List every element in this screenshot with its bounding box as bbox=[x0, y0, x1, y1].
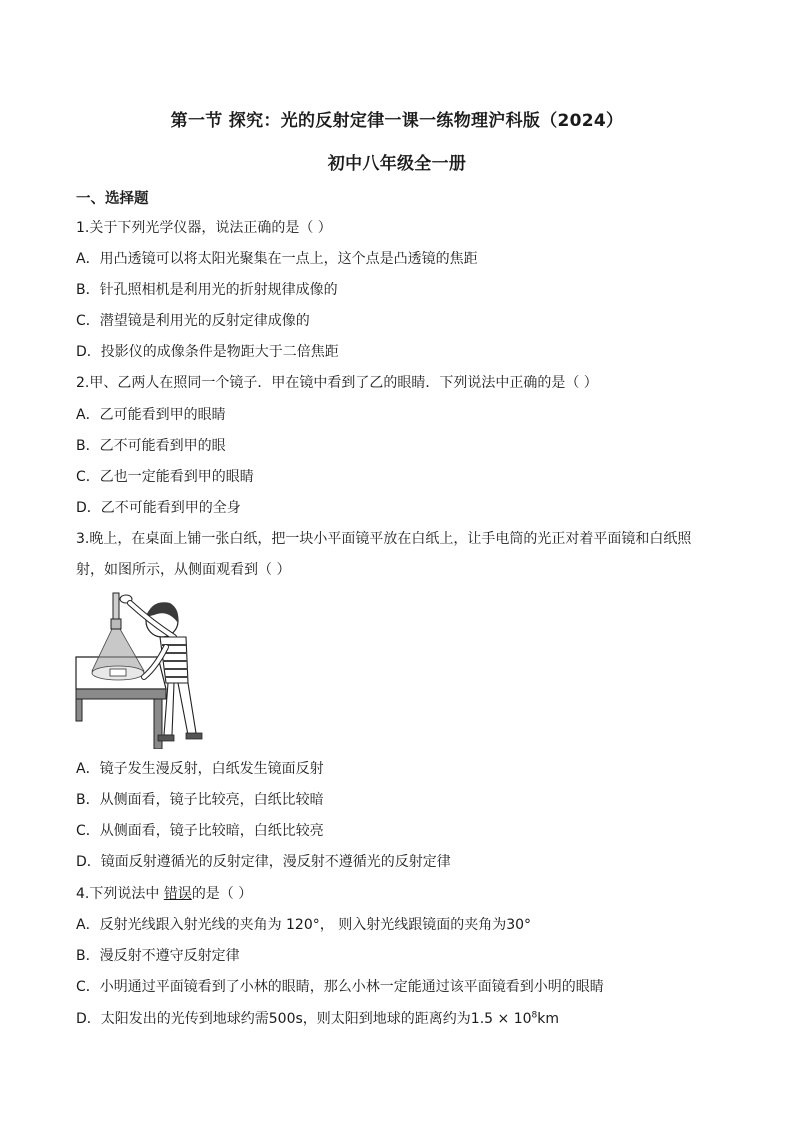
question-3-stem-line1: 3.晚上，在桌面上铺一张白纸，把一块小平面镜平放在白纸上，让手电筒的光正对着平面镜和白纸照 bbox=[76, 531, 692, 547]
section-heading: 一、选择题 bbox=[76, 191, 149, 207]
question-3-option-c: C．从侧面看，镜子比较暗，白纸比较亮 bbox=[76, 823, 324, 839]
question-1-option-b: B．针孔照相机是利用光的折射规律成像的 bbox=[76, 282, 338, 298]
question-4-option-c: C．小明通过平面镜看到了小林的眼睛，那么小林一定能通过该平面镜看到小明的眼睛 bbox=[76, 979, 604, 995]
question-4-option-a: A．反射光线跟入射光线的夹角为 120°， 则入射光线跟镜面的夹角为30° bbox=[76, 917, 532, 933]
question-4-option-d-text: D．太阳发出的光传到地球约需500s，则太阳到地球的距离约为1.5 × 10 bbox=[76, 1011, 532, 1027]
question-1-option-a: A．用凸透镜可以将太阳光聚集在一点上，这个点是凸透镜的焦距 bbox=[76, 251, 478, 267]
question-3-option-a: A．镜子发生漫反射，白纸发生镜面反射 bbox=[76, 761, 324, 777]
question-4-option-d-exponent: 8 bbox=[531, 1010, 538, 1021]
question-4-stem-suffix: 的是（ ） bbox=[191, 886, 253, 902]
question-1-stem: 1.关于下列光学仪器，说法正确的是（ ） bbox=[76, 220, 332, 236]
question-3-option-d: D．镜面反射遵循光的反射定律，漫反射不遵循光的反射定律 bbox=[76, 854, 451, 870]
question-4-option-b: B．漫反射不遵守反射定律 bbox=[76, 948, 240, 964]
question-4-option-d bbox=[76, 1008, 559, 1028]
question-4-stem-emphasis: 错误 bbox=[163, 886, 192, 902]
question-4-option-d-unit: km bbox=[537, 1011, 559, 1027]
flashlight-experiment-figure bbox=[74, 587, 214, 749]
question-4-stem bbox=[76, 883, 252, 903]
question-3-option-b: B．从侧面看，镜子比较亮，白纸比较暗 bbox=[76, 792, 324, 808]
question-4-stem-prefix: 4.下列说法中 bbox=[76, 886, 164, 902]
question-2-option-c: C．乙也一定能看到甲的眼睛 bbox=[76, 469, 254, 485]
question-2-option-b: B．乙不可能看到甲的眼 bbox=[76, 438, 226, 454]
question-1-option-c: C．潜望镜是利用光的反射定律成像的 bbox=[76, 313, 310, 329]
question-3-stem-line2: 射，如图所示，从侧面观看到（ ） bbox=[76, 562, 291, 578]
question-2-stem: 2.甲、乙两人在照同一个镜子．甲在镜中看到了乙的眼睛．下列说法中正确的是（ ） bbox=[76, 375, 598, 391]
doc-title-line2: 初中八年级全一册 bbox=[327, 154, 467, 174]
doc-title-line1: 第一节 探究：光的反射定律一课一练物理沪科版（2024） bbox=[170, 111, 624, 131]
question-2-option-d: D．乙不可能看到甲的全身 bbox=[76, 500, 241, 516]
question-1-option-d: D．投影仪的成像条件是物距大于二倍焦距 bbox=[76, 344, 339, 360]
question-2-option-a: A．乙可能看到甲的眼睛 bbox=[76, 407, 226, 423]
